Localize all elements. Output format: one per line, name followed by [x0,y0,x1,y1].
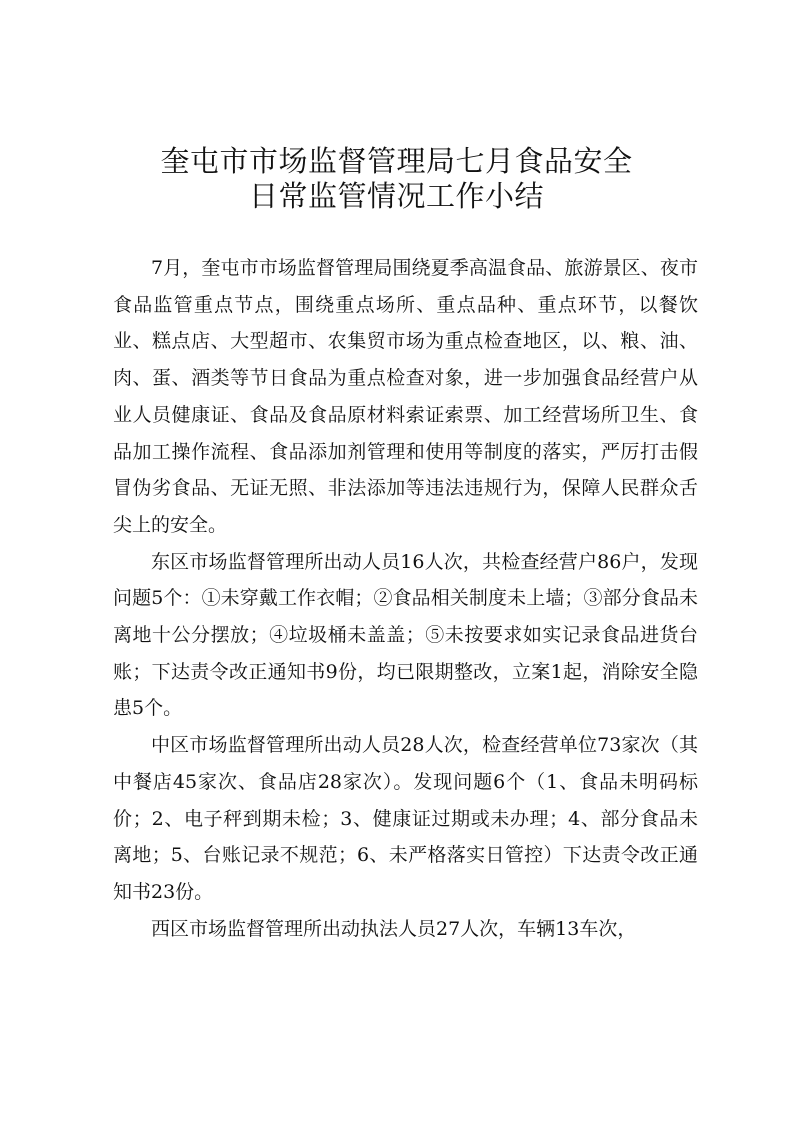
paragraph-west-district: 西区市场监督管理所出动执法人员27人次，车辆13车次， [151,917,637,940]
document-title-line-2: 日常监管情况工作小结 [248,179,544,213]
document-title-line-1: 奎屯市市场监督管理局七月食品安全 [160,144,633,178]
document-body [113,250,698,947]
paragraph-east-district: 东区市场监督管理所出动人员16人次，共检查经营户86户，发现问题5个：①未穿戴工作衣帽；②食品相关制度未上墙；③部分食品未离地十公分摆放；④垃圾桶未盖盖；⑤未按要求如实记录食品进货台账；下达责令改正通知书9份，均已限期整改，立案1起，消除安全隐患5个。 [113,550,698,720]
paragraph-central-district: 中区市场监督管理所出动人员28人次，检查经营单位73家次（其中餐店45家次、食品店28家次）。发现问题6个（1、食品未明码标价；2、电子秤到期未检；3、健康证过期或未办理；4、部分食品未离地；5、台账记录不规范；6、未严格落实日管控）下达责令改正通知书23份。 [113,734,698,903]
paragraph-intro: 7月，奎屯市市场监督管理局围绕夏季高温食品、旅游景区、夜市食品监管重点节点，围绕重点场所、重点品种、重点环节，以餐饮业、糕点店、大型超市、农集贸市场为重点检查地区，以、粮、油、肉、蛋、酒类等节日食品为重点检查对象，进一步加强食品经营户从业人员健康证、食品及食品原材料索证索票、加工经营场所卫生、食品加工操作流程、食品添加剂管理和使用等制度的落实，严厉打击假冒伪劣食品、无证无照、非法添加等违法违规行为，保障人民群众舌尖上的安全。 [113,257,698,536]
